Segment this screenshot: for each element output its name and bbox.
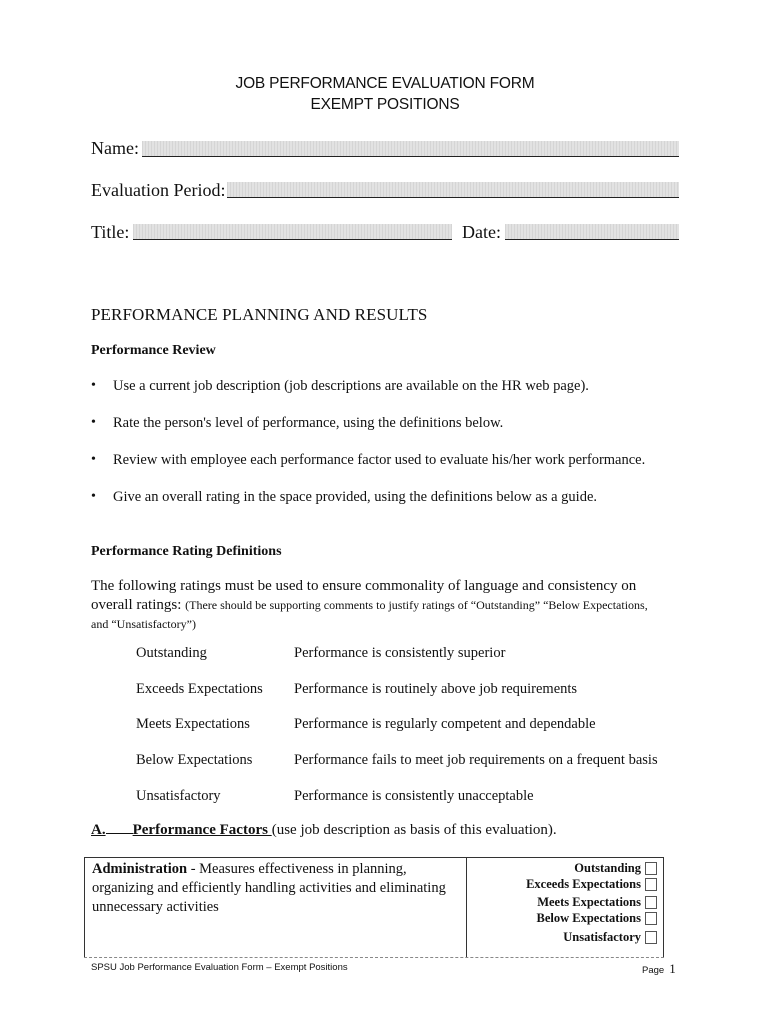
rating-checkbox[interactable]	[645, 878, 657, 891]
intro-line-2-main: overall ratings:	[91, 597, 186, 613]
bullet-icon: •	[91, 452, 96, 467]
page-break-rule	[84, 957, 664, 958]
rating-option-below	[536, 910, 657, 927]
definition-desc: Performance is consistently unacceptable	[294, 788, 534, 804]
rating-option-meets	[537, 894, 657, 911]
definition-desc: Performance fails to meet job requirements on a frequent basis	[294, 752, 658, 768]
rating-label: Outstanding	[574, 861, 641, 875]
bullet-text: Review with employee each performance factor used to evaluate his/her work performance.	[113, 452, 646, 468]
bullet-icon: •	[91, 415, 96, 430]
definition-desc: Performance is regularly competent and dependable	[294, 716, 596, 732]
definition-term: Below Expectations	[136, 752, 253, 768]
page-indicator	[642, 961, 676, 977]
intro-line-1: The following ratings must be used to ensure commonality of language and consistency on	[91, 578, 637, 594]
bullet-text: Give an overall rating in the space provided, using the definitions below as a guide.	[113, 489, 598, 505]
rating-checkbox[interactable]	[645, 862, 657, 875]
administration-name: Administration	[92, 861, 188, 877]
factor-note: (use job description as basis of this evaluation).	[271, 822, 557, 838]
date-label: Date:	[462, 222, 501, 242]
evaluation-period-field[interactable]	[227, 182, 679, 198]
definition-term: Unsatisfactory	[136, 788, 221, 804]
performance-factors-heading	[91, 822, 557, 839]
definition-desc: Performance is routinely above job requirements	[294, 681, 578, 697]
form-title: JOB PERFORMANCE EVALUATION FORM	[235, 75, 535, 92]
bullet-icon: •	[91, 378, 96, 393]
bullet-text: Rate the person's level of performance, using the definitions below.	[113, 415, 504, 431]
intro-line-3: and “Unsatisfactory”)	[91, 617, 196, 631]
definition-desc: Performance is consistently superior	[294, 645, 506, 661]
rating-definitions-heading: Performance Rating Definitions	[91, 544, 282, 559]
rating-label: Meets Expectations	[537, 895, 641, 909]
name-label: Name:	[91, 138, 139, 158]
bullet-icon: •	[91, 489, 96, 504]
intro-line-2	[91, 597, 691, 614]
rating-checkbox[interactable]	[645, 896, 657, 909]
performance-review-heading: Performance Review	[91, 343, 216, 358]
factor-title: Performance Factors	[132, 822, 272, 838]
rating-label: Unsatisfactory	[563, 930, 641, 944]
rating-label: Exceeds Expectations	[526, 877, 641, 891]
name-field[interactable]	[142, 141, 679, 157]
footer-text: SPSU Job Performance Evaluation Form – Exempt Positions	[91, 962, 348, 973]
bullet-text: Use a current job description (job descriptions are available on the HR web page).	[113, 378, 589, 394]
rating-option-outstanding	[574, 860, 657, 877]
definition-term: Meets Expectations	[136, 716, 250, 732]
page-label: Page	[642, 965, 665, 976]
underline-spacer	[106, 832, 133, 834]
title-field[interactable]	[133, 224, 452, 240]
definition-term: Exceeds Expectations	[136, 681, 263, 697]
rating-option-unsatisfactory	[563, 929, 657, 946]
section-heading: PERFORMANCE PLANNING AND RESULTS	[91, 305, 428, 324]
evaluation-period-label: Evaluation Period:	[91, 180, 226, 200]
rating-checkbox[interactable]	[645, 912, 657, 925]
rating-checkbox[interactable]	[645, 931, 657, 944]
administration-description: - Measures effectiveness in planning, organizing and efficiently handling activities and eliminating unnecessary activities	[92, 861, 446, 915]
definition-term: Outstanding	[136, 645, 207, 661]
rating-label: Below Expectations	[536, 911, 641, 925]
form-subtitle: EXEMPT POSITIONS	[310, 96, 460, 113]
title-label: Title:	[91, 222, 130, 242]
administration-text	[92, 860, 464, 917]
administration-box	[84, 857, 664, 958]
administration-ratings-cell	[467, 858, 663, 958]
factor-letter: A.	[91, 822, 106, 838]
rating-option-exceeds	[526, 876, 657, 893]
page-number: 1	[669, 961, 676, 976]
administration-description-cell	[85, 858, 467, 958]
intro-line-2-note: (There should be supporting comments to justify ratings of “Outstanding” “Below Expectations,	[185, 598, 648, 612]
definitions-intro	[91, 578, 691, 632]
date-field[interactable]	[505, 224, 679, 240]
